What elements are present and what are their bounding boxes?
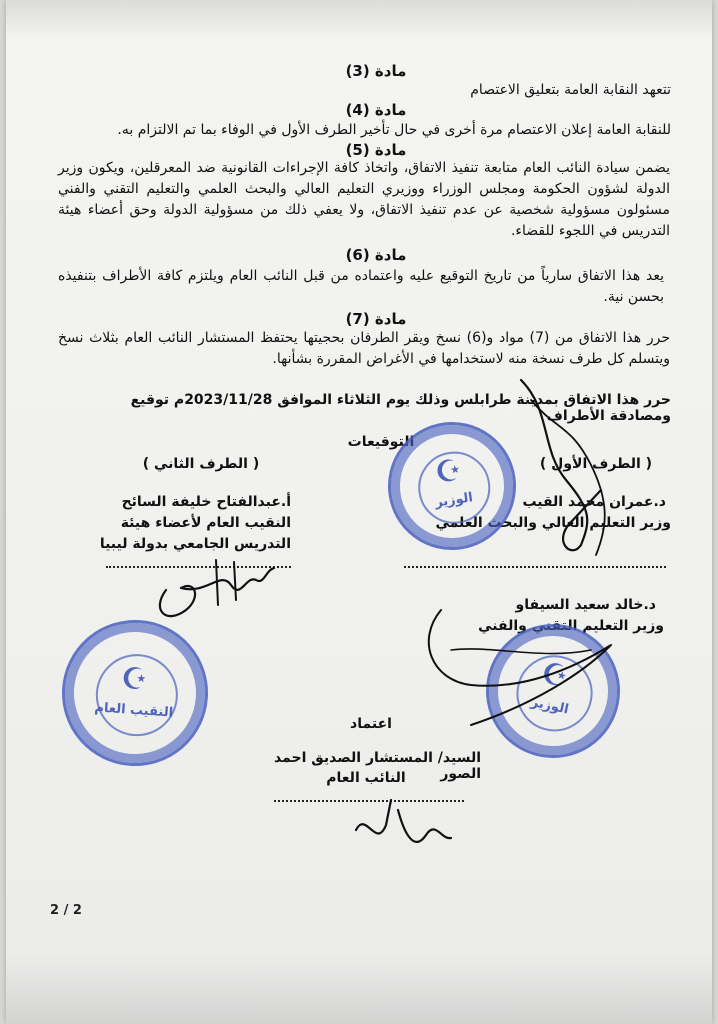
article-7-text: حرر هذا الاتفاق من (7) مواد و(6) نسخ ويقر الطرفان بحجيتها يحتفظ المستشار النائب العام بثلاث نسخ ويتسلم كل طرف نسخة منه لاستخدامها في الأغراض المقررة بشأنها. [58,330,670,367]
article-6-text: يعد هذا الاتفاق سارياً من تاريخ التوقيع عليه واعتماده من قبل النائب العام ويلتزم كافة الأطراف بتنفيذه بحسن نية. [58,268,664,305]
article-6-heading: مادة (6) [345,246,407,264]
seal-label: الوزير [434,490,474,511]
second-party-title-line-2: التدريس الجامعي بدولة ليبيا [99,536,291,552]
article-3-text: تتعهد النقابة العامة بتعليق الاعتصام [470,82,671,98]
closing-statement: حرر هذا الاتفاق بمدينة طرابلس وذلك يوم الثلاثاء الموافق 2023/11/28م توقيع ومصادقة الأطراف [130,392,671,424]
article-4-heading: مادة (4) [345,101,407,119]
article-4-text: للنقابة العامة إعلان الاعتصام مرة أخرى في حال تأخير الطرف الأول في الوفاء بما تم الالتزام به. [117,122,671,138]
signatures-heading: التوقيعات [347,434,415,450]
crescent-star-icon: ☪ [537,655,572,696]
crescent-star-icon: ☪ [119,661,150,698]
document-page [6,0,712,1024]
first-party-signature-1 [511,370,631,570]
article-3-heading: مادة (3) [345,62,407,80]
second-party-label: ( الطرف الثاني ) [142,456,260,472]
article-7-heading: مادة (7) [345,310,407,328]
first-party-signatory-2-name: د.خالد سعيد السيفاو [515,597,656,613]
crescent-star-icon: ☪ [432,452,465,492]
approval-signature [346,790,456,860]
seal-label: النقيب العام [94,700,174,721]
first-party-signatory-1-title: وزير التعليم العالي والبحث العلمي [435,515,671,531]
approval-title: النائب العام [326,770,406,786]
second-party-signature [146,550,286,630]
article-5-text: يضمن سيادة النائب العام متابعة تنفيذ الاتفاق، واتخاذ كافة الإجراءات القانونية ضد المعرقلين، ويكون وزير الدولة لشؤون الحكومة ومجلس الوزراء ووزيري التعليم العالي والبحث العلمي والتعليم التقني والفني مسئولون مسؤولية شخصية عن عدم تنفيذ الاتفاق، ولا يعفي ذلك من مسؤولية الدولة وحق أعضاء هيئة التدريس في اللجوء للقضاء. [58,160,670,239]
article-5-heading: مادة (5) [345,141,407,159]
first-party-signatory-2-title: وزير التعليم التقني والفني [478,618,664,634]
first-party-label: ( الطرف الأول ) [539,456,653,472]
first-party-signature-2 [411,590,631,740]
second-party-title-line-1: النقيب العام لأعضاء هيئة [120,515,291,531]
syndicate-seal [57,615,213,771]
page-number: 2 / 2 [50,903,82,918]
approval-heading: اعتماد [350,716,392,732]
approval-name: السيد/ المستشار الصديق احمد الصور [274,750,481,782]
second-party-name: أ.عبدالفتاح خليفة السائح [121,494,291,510]
first-party-signatory-1-name: د.عمران محمد القيب [522,494,666,510]
seal-label: الوزير [529,694,570,718]
